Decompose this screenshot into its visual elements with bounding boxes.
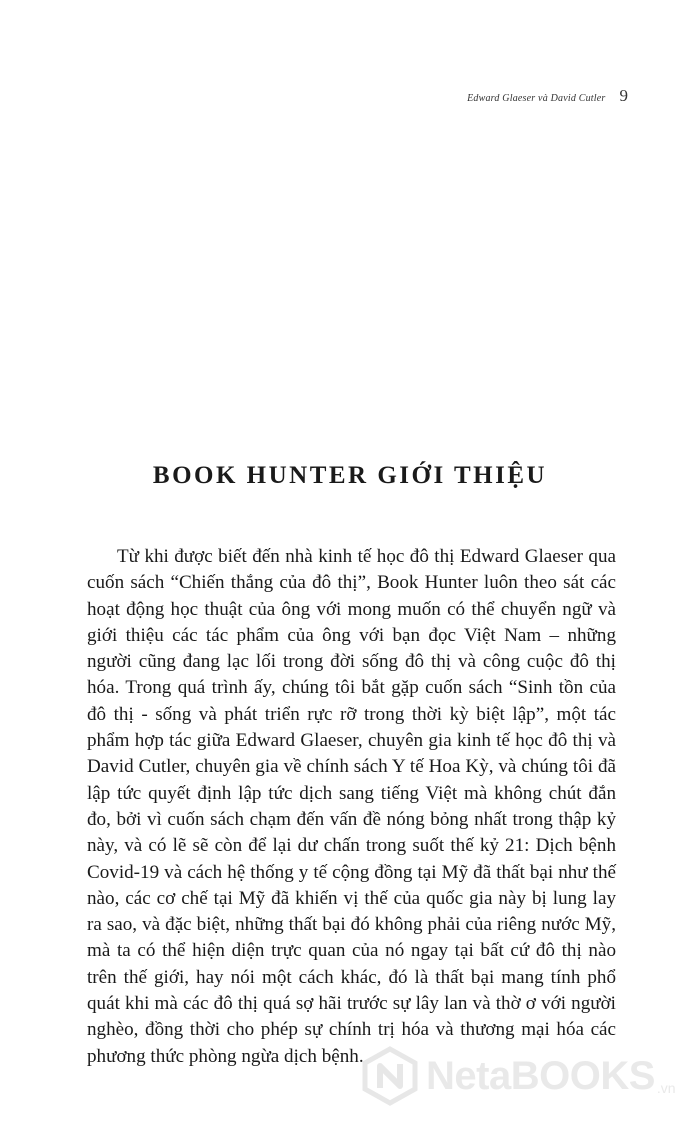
page-number: 9 [619, 86, 628, 105]
watermark [360, 1046, 676, 1106]
chapter-title: BOOK HUNTER GIỚI THIỆU [152, 462, 548, 489]
watermark-brand: NetaBOOKS [426, 1053, 655, 1098]
running-head [467, 86, 628, 110]
running-head-authors: Edward Glaeser và David Cutler [467, 93, 606, 104]
body-paragraph: Từ khi được biết đến nhà kinh tế học đô thị Edward Glaeser qua cuốn sách “Chiến thắng của đô thị”, Book Hunter luôn theo sát các hoạt động học thuật của ông với mong muốn có thể chuyển ngữ và giới thiệu các tác phẩm của ông với bạn đọc Việt Nam – những người cũng đang lạc lối trong đời sống đô thị và công cuộc đô thị hóa. Trong quá trình ấy, chúng tôi bắt gặp cuốn sách “Sinh tồn của đô thị - sống và phát triển rực rỡ trong thời kỳ biệt lập”, một tác phẩm hợp tác giữa Edward Glaeser, chuyên gia kinh tế học đô thị và David Cutler, chuyên gia về chính sách Y tế Hoa Kỳ, và chúng tôi đã lập tức quyết định lập tức dịch sang tiếng Việt mà không chút đắn đo, bởi vì cuốn sách chạm đến vấn đề nóng bỏng nhất trong thập kỷ này, và có lẽ sẽ còn để lại dư chấn trong suốt thế kỷ 21: Dịch bệnh Covid-19 và cách hệ thống y tế cộng đồng tại Mỹ đã thất bại như thế nào, các cơ chế tại Mỹ đã khiến vị thế của quốc gia này bị lung lay ra sao, và đặc biệt, những thất bại đó không phải của riêng nước Mỹ, mà ta có thể hiện diện trực quan của nó ngay tại bất cứ đô thị nào trên thế giới, hay nói một cách khác, đó là thất bại mang tính phổ quát khi mà các đô thị quá sợ hãi trước sự lây lan và thờ ơ với người nghèo, đồng thời cho phép sự chính trị hóa và thương mại hóa các phương thức phòng ngừa dịch bệnh. [87, 546, 616, 1067]
watermark-suffix: .vn [656, 1080, 676, 1096]
netabooks-logo-icon [360, 1046, 420, 1106]
